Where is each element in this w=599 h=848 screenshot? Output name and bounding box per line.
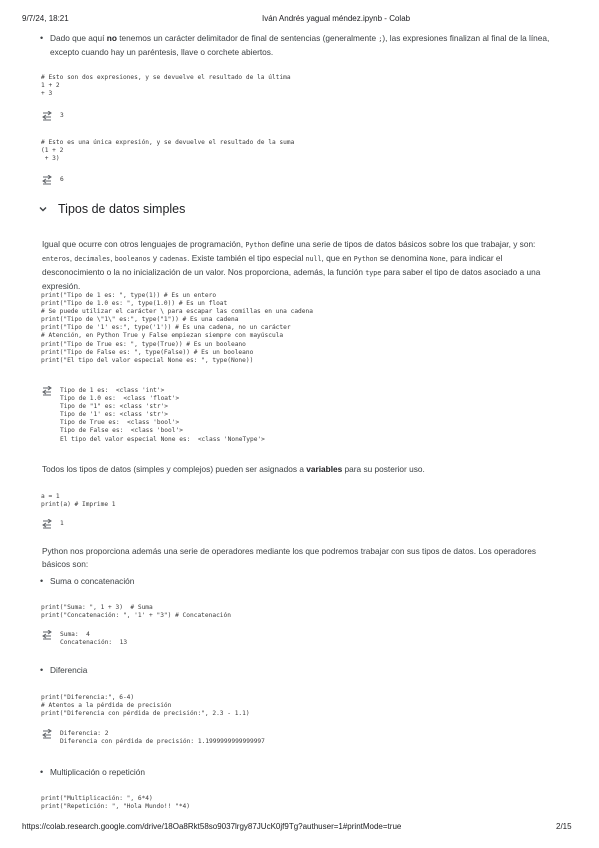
code-cell-1[interactable]: # Esto son dos expresiones, y se devuelve el resultado de la última 1 + 2 + 3 <box>41 74 291 98</box>
output-cell-6: Diferencia: 2 Diferencia con pérdida de precisión: 1.1999999999999997 <box>60 730 265 746</box>
p2-text: para su posterior uso. <box>342 464 425 474</box>
output-toggle-icon[interactable] <box>41 519 53 529</box>
p1-code: booleanos <box>114 255 151 263</box>
output-toggle-icon[interactable] <box>41 630 53 640</box>
intro-text-mid: tenemos un carácter delimitador de final de sentencias (generalmente <box>116 33 379 43</box>
operators-paragraph: Python nos proporciona además una serie de operadores mediante los que podremos trabajar con sus tipos de datos. Los operadores básicos son: <box>42 546 536 569</box>
p1-text: se denomina <box>377 253 430 263</box>
intro-bold-no: no <box>106 33 117 43</box>
code-cell-7[interactable]: print("Multiplicación: ", 6*4) print("Repetición: ", "Hola Mundo!! "*4) <box>41 795 191 811</box>
output-toggle-icon[interactable] <box>41 386 53 396</box>
output-toggle-icon[interactable] <box>41 175 53 185</box>
print-datetime: 9/7/24, 18:21 <box>22 14 69 23</box>
p1-text: define una serie de tipos de datos básicos sobre los que trabajar, y son: <box>269 239 536 249</box>
code-cell-5[interactable]: print("Suma: ", 1 + 3) # Suma print("Concatenación: ", '1' + "3") # Concatenación <box>41 604 231 620</box>
p1-code: None <box>429 255 446 263</box>
p2-text: Todos los tipos de datos (simples y complejos) pueden ser asignados a <box>42 464 307 474</box>
output-toggle-icon[interactable] <box>41 729 53 739</box>
p1-code: type <box>365 269 382 277</box>
bullet-multiplicacion: • Multiplicación o repetición <box>50 766 145 779</box>
bullet-diferencia: • Diferencia <box>50 664 87 677</box>
print-url: https://colab.research.google.com/drive/18Oa8Rkt58so9037lrgy87JUcK0jf9Tg?authuser=1#printMode=true <box>22 822 402 831</box>
code-cell-4[interactable]: a = 1 print(a) # Imprime 1 <box>41 493 116 509</box>
variables-paragraph <box>42 463 558 476</box>
output-cell-5: Suma: 4 Concatenación: 13 <box>60 631 128 647</box>
output-cell-3: Tipo de 1 es: <class 'int'> Tipo de 1.0 es: <class 'float'> Tipo de "1" es: <class 'str'> Tipo de '1' es: <class 'str'> Tipo de True es: <class 'bool'> Tipo de False es: <class 'bool'> El tipo del valor especial None es: <class 'NoneType'> <box>60 387 265 443</box>
code-cell-2[interactable]: # Esto es una única expresión, y se devuelve el resultado de la suma (1 + 2 + 3) <box>41 139 295 163</box>
p1-code: Python <box>353 255 378 263</box>
output-cell-2: 6 <box>60 176 64 183</box>
intro-bullet <box>50 32 550 59</box>
print-doc-title: Iván Andrés yagual méndez.ipynb - Colab <box>262 14 411 23</box>
p1-text: y <box>150 253 160 263</box>
p1-code: enteros <box>42 255 70 263</box>
p1-code: null <box>305 255 322 263</box>
p1-text: para saber el tipo de datos asociado a una expresión. <box>42 267 541 291</box>
p1-code: decimales <box>74 255 111 263</box>
intro-text-post: ), las expresiones finalizan al final de la línea, excepto cuando hay un paréntesis, llave o corchete abiertos. <box>50 33 550 57</box>
chevron-down-icon[interactable] <box>38 204 48 214</box>
output-toggle-icon[interactable] <box>41 111 53 121</box>
p1-code: cadenas <box>159 255 188 263</box>
p1-text: , que en <box>321 253 354 263</box>
intro-inline-code: ; <box>378 35 383 43</box>
bullet-suma: • Suma o concatenación <box>50 575 134 588</box>
code-cell-3[interactable]: print("Tipo de 1 es: ", type(1)) # Es un entero print("Tipo de 1.0 es: ", type(1.0)) # Es un float # Se puede utilizar el carácter \ para escapar las comillas en una cadena print("Tipo de \"1\" es:", type("1")) # Es una cadena print("Tipo de '1' es:", type('1')) # Es una cadena, no un carácter # Atención, en Python True y False empiezan siempre con mayúscula print("Tipo de True es: ", type(True)) # Es un booleano print("Tipo de False es: ", type(False)) # Es un booleano print("El tipo del valor especial None es: ", type(None)) <box>41 292 313 364</box>
output-cell-4: 1 <box>60 520 64 527</box>
p1-text: , para indicar el desconocimiento o la no inicialización de un valor. Nos proporciona, además, la función <box>42 253 503 277</box>
p1-text: Igual que ocurre con otros lenguajes de programación, <box>42 239 246 249</box>
section-title: Tipos de datos simples <box>58 202 186 216</box>
p1-text: . Existe también el tipo especial <box>187 253 306 263</box>
section-header[interactable] <box>38 202 185 216</box>
types-paragraph <box>42 238 558 293</box>
intro-text-pre: Dado que aquí <box>50 33 107 43</box>
p1-text: , <box>69 253 75 263</box>
p1-code: Python <box>245 241 270 249</box>
output-cell-1: 3 <box>60 112 64 119</box>
p2-bold: variables <box>306 464 343 474</box>
code-cell-6[interactable]: print("Diferencia:", 6-4) # Atentos a la pérdida de precisión print("Diferencia con pérdida de precisión:", 2.3 - 1.1) <box>41 694 250 718</box>
p1-text: , <box>110 253 115 263</box>
page-number: 2/15 <box>556 822 572 831</box>
